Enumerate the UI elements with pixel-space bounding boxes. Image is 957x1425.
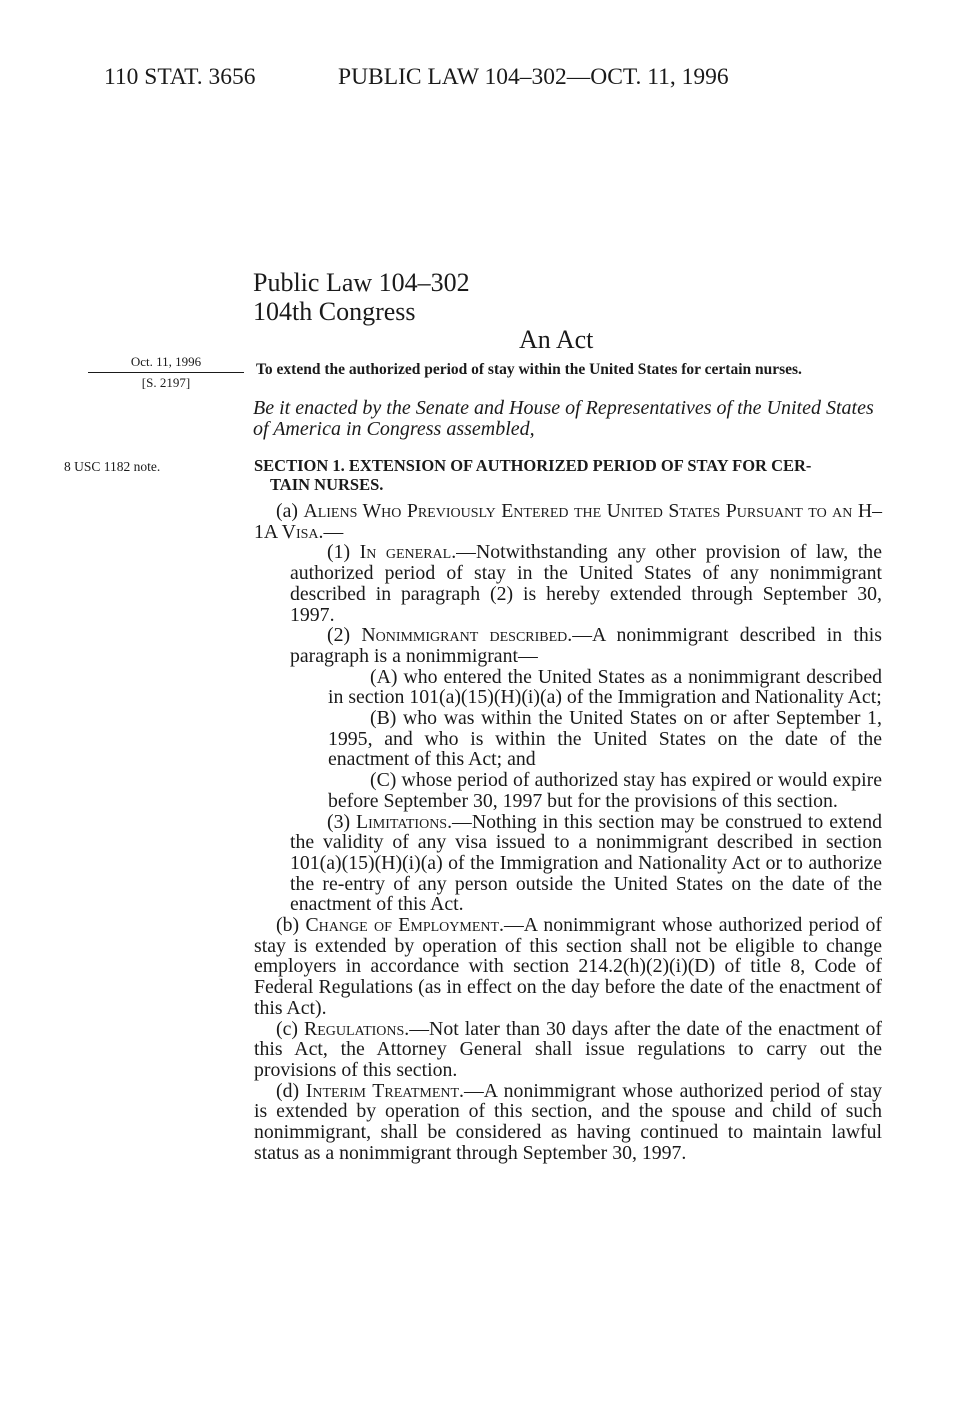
subsection-a-number: (a) <box>276 500 298 522</box>
subsection-b-text: —A nonimmigrant whose authorized period of stay is extended by operation of this section shall not be eligible to change employers in accordance with section 214.2(h)(2)(i)(D) of title 8, Code of Federal Regulations (as in effect on the day before the date of the enactment of this Act). <box>254 914 883 1019</box>
subsection-b-heading: Change of Employment. <box>305 914 505 937</box>
section-heading <box>254 456 882 494</box>
act-label: An Act <box>519 325 594 354</box>
paragraph-2-number: (2) <box>327 624 351 647</box>
paragraph-1-text: —Notwithstanding any other provision of law, the authorized period of stay in the United States of any nonimmigrant described in paragraph (2) is hereby extended through September 30, 1997. <box>290 541 882 626</box>
clause-A: (A) who entered the United States as a nonimmigrant described in section 101(a)(15)(H)(i)(a) of the Immigration and Nationality Act; <box>328 665 882 709</box>
subsection-c-heading: Regulations. <box>304 1017 410 1040</box>
subsection-d <box>254 1081 882 1164</box>
section-heading-line1: SECTION 1. EXTENSION OF AUTHORIZED PERIOD OF STAY FOR CER- <box>254 456 812 475</box>
subsection-d-number: (d) <box>276 1079 300 1102</box>
margin-date-note <box>88 354 244 391</box>
subsection-a-dash: — <box>323 520 344 543</box>
law-title-block <box>253 268 470 326</box>
paragraph-1-number: (1) <box>327 541 351 564</box>
header-law-date: PUBLIC LAW 104–302—OCT. 11, 1996 <box>338 64 729 90</box>
running-header <box>104 64 804 91</box>
stat-page-number: 110 STAT. 3656 <box>104 64 256 90</box>
section-1 <box>254 456 882 1164</box>
subsection-d-text: —A nonimmigrant whose authorized period of stay is extended by operation of this section, and the spouse and child of such nonimmigrant, shall be considered as having continued to maintain lawful status as a nonimmigrant through September 30, 1997. <box>254 1079 882 1164</box>
subsection-c <box>254 1019 882 1081</box>
clause-B: (B) who was within the United States on or after September 1, 1995, and who is within the United States on the date of the enactment of this Act; and <box>328 707 882 771</box>
subsection-a <box>254 501 882 542</box>
subsection-d-heading: Interim Treatment. <box>305 1079 465 1102</box>
paragraph-1 <box>254 542 882 625</box>
paragraph-3-heading: Limitations. <box>356 810 453 833</box>
paragraph-2-text: —A nonimmigrant described in this paragraph is a nonimmigrant— <box>290 624 882 667</box>
public-law-number: Public Law 104–302 <box>253 268 470 297</box>
subsection-c-number: (c) <box>276 1017 298 1040</box>
subsection-a-heading: Aliens Who Previously Entered the United States Pursuant to an H–1A Visa. <box>254 500 883 543</box>
subsection-b <box>254 915 882 1019</box>
paragraph-2-heading: Nonimmigrant described. <box>361 624 573 647</box>
enactment-date: Oct. 11, 1996 <box>88 354 244 373</box>
paragraph-3 <box>254 812 882 916</box>
paragraph-3-number: (3) <box>327 810 351 833</box>
congress-number: 104th Congress <box>253 297 416 326</box>
clause-C: (C) whose period of authorized stay has expired or would expire before September 30, 1997 but for the provisions of this section. <box>328 769 882 812</box>
margin-usc-note: 8 USC 1182 note. <box>64 459 161 474</box>
subsection-c-text: —Not later than 30 days after the date of the enactment of this Act, the Attorney General shall issue regulations to carry out the provisions of this section. <box>254 1017 882 1081</box>
paragraph-1-heading: In general. <box>359 541 457 564</box>
paragraph-3-text: —Nothing in this section may be construed to extend the validity of any visa issued to a nonimmigrant described in section 101(a)(15)(H)(i)(a) of the Immigration and Nationality Act or to authorize the re-entry of any person outside the United States on the date of the enactment of this Act. <box>290 810 882 916</box>
subsection-b-number: (b) <box>276 914 300 937</box>
bill-number: [S. 2197] <box>141 375 191 390</box>
act-purpose: To extend the authorized period of stay within the United States for certain nurses. <box>256 361 802 378</box>
paragraph-2 <box>254 625 882 666</box>
enacting-clause: Be it enacted by the Senate and House of Representatives of the United States of America in Congress assembled, <box>253 397 874 440</box>
section-heading-line2: TAIN NURSES. <box>270 475 384 494</box>
